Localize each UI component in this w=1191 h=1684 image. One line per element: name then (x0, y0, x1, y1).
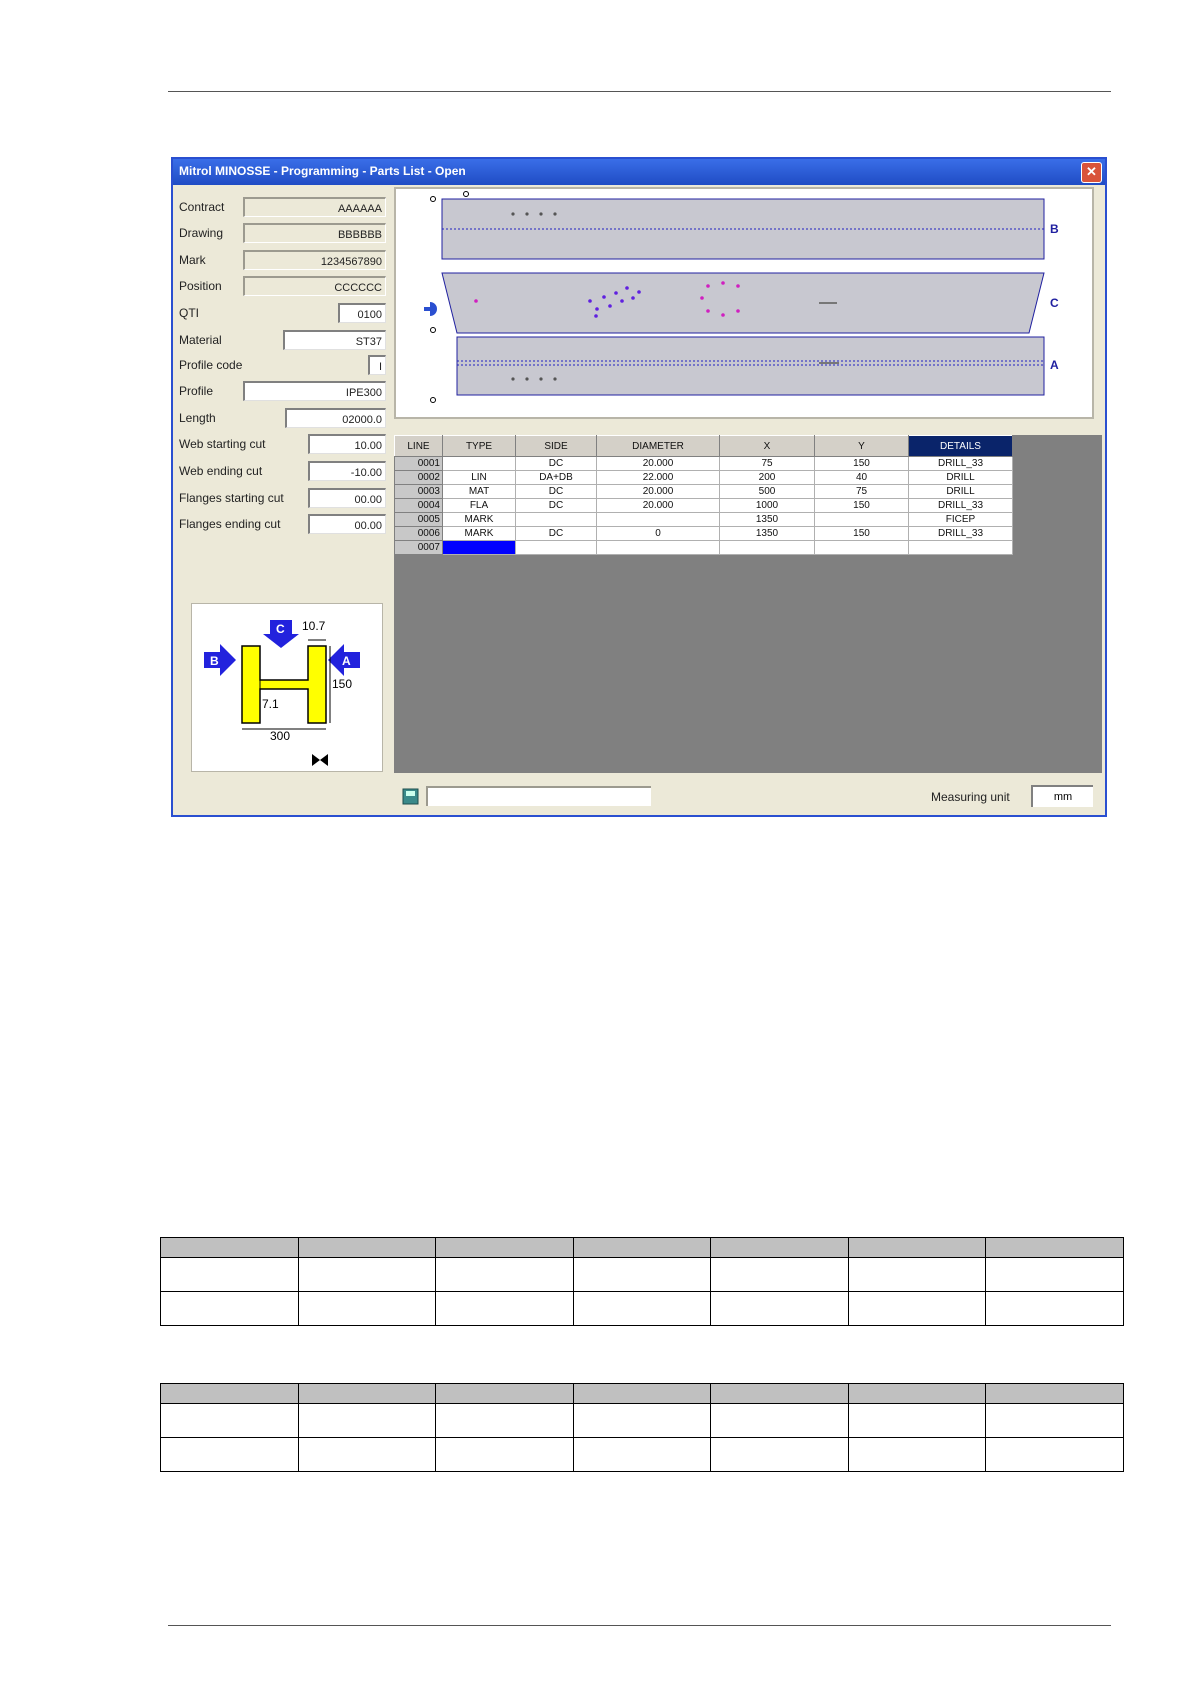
field-input[interactable]: 0100 (338, 303, 386, 323)
face-a-label: A (1050, 358, 1059, 372)
grid-cell[interactable] (516, 541, 597, 555)
profile-diagram (191, 603, 383, 772)
table-cell (986, 1404, 1124, 1438)
clamp-icon[interactable] (424, 302, 437, 316)
grid-cell[interactable]: 20.000 (597, 457, 720, 471)
hole-mark (721, 281, 725, 285)
hole-mark (525, 212, 528, 215)
field-input[interactable]: AAAAAA (243, 197, 386, 217)
field-input[interactable]: 1234567890 (243, 250, 386, 270)
parts-grid-area (394, 435, 1102, 773)
h-profile-shape (242, 646, 326, 723)
grid-cell[interactable] (720, 541, 815, 555)
grid-cell[interactable]: DC (516, 527, 597, 541)
grid-cell[interactable]: DC (516, 457, 597, 471)
field-input[interactable]: -10.00 (308, 461, 386, 481)
table-cell (573, 1292, 711, 1326)
table-row[interactable] (395, 485, 1013, 499)
origin-marker-icon (312, 754, 328, 766)
field-input[interactable]: 00.00 (308, 514, 386, 534)
table-cell (298, 1384, 436, 1404)
face-c-arrow-label: C (276, 622, 285, 636)
blank-table-2 (160, 1383, 1124, 1472)
table-cell (986, 1258, 1124, 1292)
column-header[interactable]: DETAILS (909, 436, 1013, 457)
measuring-unit-label: Measuring unit (931, 790, 1010, 804)
table-cell (161, 1384, 299, 1404)
field-label: Flanges starting cut (179, 491, 284, 505)
grid-cell[interactable]: DRILL (909, 485, 1013, 499)
grid-cell[interactable]: DC (516, 499, 597, 513)
table-row[interactable] (395, 513, 1013, 527)
hole-mark (594, 314, 598, 318)
table-cell (986, 1384, 1124, 1404)
hole-mark (553, 212, 556, 215)
face-c-view[interactable] (442, 273, 1044, 333)
hole-mark (736, 309, 740, 313)
line-number-cell[interactable]: 0004 (395, 499, 443, 513)
column-header[interactable]: LINE (395, 436, 443, 457)
grid-cell[interactable] (597, 541, 720, 555)
hole-mark (588, 299, 592, 303)
line-number-cell[interactable]: 0003 (395, 485, 443, 499)
table-cell (986, 1292, 1124, 1326)
grid-cell[interactable]: DRILL_33 (909, 499, 1013, 513)
table-cell (298, 1404, 436, 1438)
view-marker (464, 192, 469, 197)
field-label: Contract (179, 200, 225, 214)
grid-cell[interactable] (597, 513, 720, 527)
table-cell (711, 1438, 849, 1472)
table-cell (711, 1404, 849, 1438)
field-input[interactable]: CCCCCC (243, 276, 386, 296)
field-input[interactable]: BBBBBB (243, 223, 386, 243)
face-b-arrow-icon[interactable] (204, 644, 236, 676)
status-bar (394, 781, 1104, 811)
field-label: Material (179, 333, 222, 347)
line-number-cell[interactable]: 0006 (395, 527, 443, 541)
hole-mark (595, 307, 599, 311)
hole-mark (511, 212, 514, 215)
grid-cell[interactable]: 75 (815, 485, 909, 499)
view-marker (431, 197, 436, 202)
app-window (171, 157, 1107, 817)
table-cell (573, 1238, 711, 1258)
field-input[interactable]: ST37 (283, 330, 386, 350)
grid-cell[interactable] (909, 541, 1013, 555)
hole-mark (539, 377, 542, 380)
column-header[interactable]: X (720, 436, 815, 457)
part-views-panel (394, 187, 1094, 419)
view-marker (431, 398, 436, 403)
table-cell (711, 1292, 849, 1326)
hole-mark (539, 212, 542, 215)
table-cell (711, 1238, 849, 1258)
line-number-cell[interactable]: 0005 (395, 513, 443, 527)
table-cell (573, 1258, 711, 1292)
table-cell (436, 1258, 574, 1292)
grid-cell[interactable] (516, 513, 597, 527)
footer-rule (168, 1625, 1111, 1626)
column-header[interactable]: SIDE (516, 436, 597, 457)
field-input[interactable]: 00.00 (308, 488, 386, 508)
grid-cell[interactable] (443, 457, 516, 471)
grid-cell[interactable]: DRILL (909, 471, 1013, 485)
field-input[interactable]: 10.00 (308, 434, 386, 454)
grid-cell[interactable]: DRILL_33 (909, 527, 1013, 541)
grid-cell[interactable]: 40 (815, 471, 909, 485)
field-input[interactable]: IPE300 (243, 381, 386, 401)
hole-mark (553, 377, 556, 380)
title-bar[interactable] (173, 159, 1105, 185)
table-cell (711, 1384, 849, 1404)
table-cell (161, 1292, 299, 1326)
grid-cell[interactable]: MARK (443, 513, 516, 527)
table-cell (711, 1258, 849, 1292)
hole-mark (721, 313, 725, 317)
field-label: Mark (179, 253, 206, 267)
table-row[interactable] (395, 471, 1013, 485)
face-a-arrow-label: A (342, 654, 351, 668)
table-row (161, 1292, 1124, 1326)
grid-cell[interactable]: 500 (720, 485, 815, 499)
grid-cell[interactable]: DC (516, 485, 597, 499)
grid-cell[interactable]: 1350 (720, 513, 815, 527)
hole-mark (614, 291, 618, 295)
face-a-view[interactable] (457, 337, 1044, 395)
grid-cell[interactable]: 1000 (720, 499, 815, 513)
table-cell (986, 1438, 1124, 1472)
field-input[interactable]: I (368, 355, 386, 375)
hole-mark (706, 284, 710, 288)
field-input[interactable]: 02000.0 (285, 408, 386, 428)
field-label: Length (179, 411, 216, 425)
hole-mark (637, 290, 641, 294)
grid-cell[interactable]: 20.000 (597, 485, 720, 499)
table-cell (573, 1404, 711, 1438)
table-cell (848, 1238, 986, 1258)
table-row (161, 1404, 1124, 1438)
flange-thickness-label: 10.7 (302, 619, 326, 633)
header-rule (168, 91, 1111, 92)
field-label: Position (179, 279, 222, 293)
field-label: Web starting cut (179, 437, 266, 451)
grid-cell[interactable]: 0 (597, 527, 720, 541)
hole-mark (474, 299, 478, 303)
grid-cell[interactable]: DRILL_33 (909, 457, 1013, 471)
table-cell (848, 1292, 986, 1326)
table-cell (298, 1292, 436, 1326)
table-cell (573, 1438, 711, 1472)
hole-mark (608, 304, 612, 308)
measuring-unit-field[interactable]: mm (1031, 785, 1093, 807)
table-cell (848, 1384, 986, 1404)
web-thickness-label: 7.1 (262, 697, 279, 711)
save-icon[interactable] (401, 786, 423, 808)
hole-mark (525, 377, 528, 380)
status-message-field[interactable] (426, 786, 651, 806)
grid-cell[interactable]: 75 (720, 457, 815, 471)
grid-cell[interactable]: LIN (443, 471, 516, 485)
table-cell (298, 1258, 436, 1292)
window-title: Mitrol MINOSSE - Programming - Parts List - Open (179, 164, 466, 178)
close-button[interactable]: ✕ (1081, 162, 1102, 183)
hole-mark (706, 309, 710, 313)
table-row[interactable] (395, 527, 1013, 541)
grid-cell[interactable]: FICEP (909, 513, 1013, 527)
grid-cell[interactable] (815, 541, 909, 555)
column-header[interactable]: TYPE (443, 436, 516, 457)
field-label: Drawing (179, 226, 224, 240)
grid-cell[interactable] (815, 513, 909, 527)
grid-cell[interactable]: MARK (443, 527, 516, 541)
hole-mark (700, 296, 704, 300)
field-label: Profile (179, 384, 214, 398)
table-row (161, 1438, 1124, 1472)
table-cell (436, 1438, 574, 1472)
grid-cell[interactable]: 150 (815, 457, 909, 471)
table-cell (298, 1438, 436, 1472)
column-header[interactable]: Y (815, 436, 909, 457)
table-cell (848, 1404, 986, 1438)
part-views-canvas (396, 189, 1092, 417)
table-header-row (161, 1238, 1124, 1258)
table-cell (161, 1238, 299, 1258)
grid-cell[interactable]: 22.000 (597, 471, 720, 485)
hole-mark (631, 296, 635, 300)
profile-diagram-canvas (192, 604, 382, 771)
grid-cell[interactable]: 20.000 (597, 499, 720, 513)
table-row (161, 1258, 1124, 1292)
grid-cell[interactable]: 200 (720, 471, 815, 485)
face-b-label: B (1050, 222, 1059, 236)
height-label: 150 (332, 677, 353, 691)
grid-cell[interactable]: 150 (815, 499, 909, 513)
grid-cell[interactable]: MAT (443, 485, 516, 499)
table-cell (161, 1258, 299, 1292)
table-cell (436, 1238, 574, 1258)
width-label: 300 (270, 729, 291, 743)
hole-mark (602, 295, 606, 299)
hole-mark (736, 284, 740, 288)
grid-cell[interactable]: DA+DB (516, 471, 597, 485)
blank-table-1 (160, 1237, 1124, 1326)
hole-mark (620, 299, 624, 303)
line-number-cell[interactable]: 0001 (395, 457, 443, 471)
field-label: Profile code (179, 358, 243, 372)
view-marker (431, 328, 436, 333)
table-row[interactable] (395, 541, 1013, 555)
face-c-label: C (1050, 296, 1059, 310)
table-cell (298, 1238, 436, 1258)
table-cell (848, 1438, 986, 1472)
hole-mark (625, 286, 629, 290)
grid-cell[interactable]: 150 (815, 527, 909, 541)
table-cell (436, 1404, 574, 1438)
table-cell (573, 1384, 711, 1404)
table-row[interactable] (395, 499, 1013, 513)
line-number-cell[interactable]: 0007 (395, 541, 443, 555)
table-cell (986, 1238, 1124, 1258)
table-cell (848, 1258, 986, 1292)
table-cell (436, 1292, 574, 1326)
column-header[interactable]: DIAMETER (597, 436, 720, 457)
table-cell (161, 1438, 299, 1472)
line-number-cell[interactable]: 0002 (395, 471, 443, 485)
grid-cell[interactable]: FLA (443, 499, 516, 513)
field-label: Web ending cut (179, 464, 263, 478)
table-header-row (161, 1384, 1124, 1404)
hole-mark (511, 377, 514, 380)
table-cell (436, 1384, 574, 1404)
grid-cell[interactable]: 1350 (720, 527, 815, 541)
table-cell (161, 1404, 299, 1438)
grid-cell[interactable] (443, 541, 516, 555)
table-row[interactable] (395, 457, 1013, 471)
parts-grid (394, 435, 1013, 555)
face-b-arrow-label: B (210, 654, 219, 668)
field-label: Flanges ending cut (179, 517, 281, 531)
field-label: QTI (179, 306, 199, 320)
